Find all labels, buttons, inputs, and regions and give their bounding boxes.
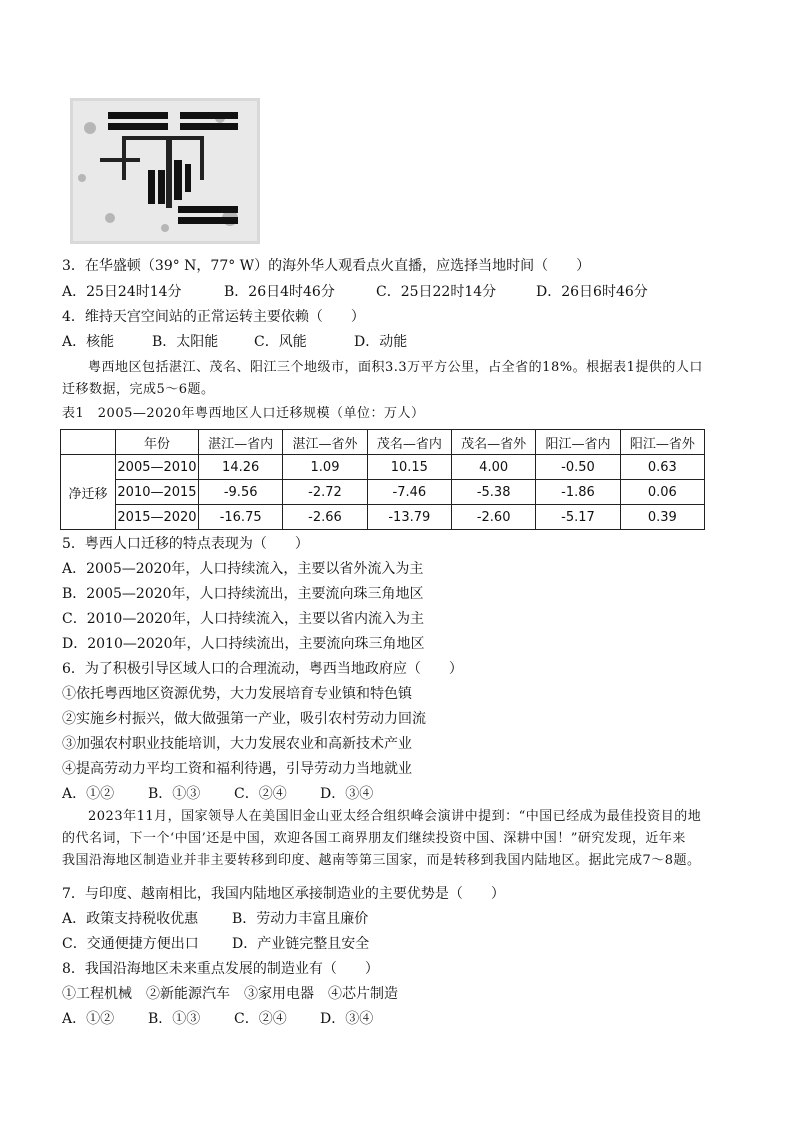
- q3-option-b: B．26日4时46分: [224, 284, 335, 300]
- question-7-options-row-2: [62, 934, 369, 954]
- q6-statement: ①依托粤西地区资源优势，大力发展培育专业镇和特色镇: [62, 686, 412, 702]
- col-maoming-out: 茂名—省外: [451, 430, 535, 455]
- question-7-options-row-1: [62, 909, 368, 929]
- q4-option-d: D．动能: [354, 334, 408, 350]
- q5-option-a: A．2005—2020年，人口持续流入，主要以省外流入为主: [62, 561, 424, 577]
- space-station-image: [70, 98, 260, 244]
- value-cell: -1.86: [536, 480, 620, 505]
- period-cell: 2005—2010: [116, 455, 199, 480]
- table-row: [61, 505, 705, 530]
- q6-statement: ③加强农村职业技能培训，大力发展农业和高新技术产业: [62, 736, 412, 752]
- value-cell: -7.46: [367, 480, 451, 505]
- value-cell: -5.38: [451, 480, 535, 505]
- q5-option-d: D．2010—2020年，人口持续流出，主要流向珠三角地区: [62, 636, 425, 652]
- period-cell: 2010—2015: [116, 480, 199, 505]
- table-row: [61, 480, 705, 505]
- period-cell: 2015—2020: [116, 505, 199, 530]
- q6-option-b: B．①③: [148, 786, 201, 802]
- q6-option-c: C．②④: [234, 786, 287, 802]
- q6-statement: ②实施乡村振兴，做大做强第一产业，吸引农村劳动力回流: [62, 711, 426, 727]
- q7-option-a: A．政策支持税收优惠: [62, 911, 199, 927]
- value-cell: -0.50: [536, 455, 620, 480]
- q8-option-d: D．③④: [320, 1011, 374, 1027]
- value-cell: 4.00: [451, 455, 535, 480]
- question-6-options: [62, 784, 373, 804]
- q4-option-c: C．风能: [254, 334, 307, 350]
- value-cell: -2.60: [451, 505, 535, 530]
- q6-option-a: A．①②: [62, 786, 115, 802]
- q3-option-d: D．26日6时46分: [536, 284, 648, 300]
- col-zhanjiang-out: 湛江—省外: [283, 430, 367, 455]
- q8-statements: ①工程机械 ②新能源汽车 ③家用电器 ④芯片制造: [62, 986, 398, 1002]
- q8-option-a: A．①②: [62, 1011, 115, 1027]
- passage-1-line-2: 迁移数据，完成5～6题。: [62, 382, 215, 397]
- question-3-options: [62, 282, 648, 302]
- question-6-stem: 6．为了积极引导区域人口的合理流动，粤西当地政府应（ ）: [62, 661, 463, 677]
- passage-2-line-3: 我国沿海地区制造业并非主要转移到印度、越南等第三国家，而是转移到我国内陆地区。据此完成7～8题。: [62, 853, 701, 868]
- question-8-options: [62, 1009, 373, 1029]
- col-yangjiang-in: 阳江—省内: [536, 430, 620, 455]
- q3-option-a: A．25日24时14分: [62, 284, 182, 300]
- q4-option-a: A．核能: [62, 334, 115, 350]
- value-cell: 1.09: [283, 455, 367, 480]
- q5-option-b: B．2005—2020年，人口持续流出，主要流向珠三角地区: [62, 586, 424, 602]
- value-cell: 0.39: [620, 505, 704, 530]
- q3-option-c: C．25日22时14分: [376, 284, 497, 300]
- q8-option-b: B．①③: [148, 1011, 201, 1027]
- migration-table: [60, 429, 705, 530]
- row-group-net-migration: 净迁移: [61, 455, 116, 530]
- q7-option-b: B．劳动力丰富且廉价: [232, 911, 369, 927]
- value-cell: -2.72: [283, 480, 367, 505]
- table-1-caption: 表1 2005—2020年粤西地区人口迁移规模（单位：万人）: [62, 406, 425, 421]
- table-row: [61, 455, 705, 480]
- col-yangjiang-out: 阳江—省外: [620, 430, 704, 455]
- value-cell: -16.75: [199, 505, 283, 530]
- table-corner-cell: [61, 430, 116, 455]
- question-8-stem: 8．我国沿海地区未来重点发展的制造业有（ ）: [62, 961, 379, 977]
- value-cell: 0.06: [620, 480, 704, 505]
- q6-option-d: D．③④: [320, 786, 374, 802]
- question-4-stem: 4．维持天宫空间站的正常运转主要依赖（ ）: [62, 309, 365, 325]
- question-7-stem: 7．与印度、越南相比，我国内陆地区承接制造业的主要优势是（ ）: [62, 886, 505, 902]
- table-header-row: [61, 430, 705, 455]
- passage-guangdong-west: [62, 357, 732, 401]
- q4-option-b: B．太阳能: [152, 334, 219, 350]
- value-cell: 14.26: [199, 455, 283, 480]
- q5-option-c: C．2010—2020年，人口持续流入，主要以省内流入为主: [62, 611, 424, 627]
- passage-2-line-1: 2023年11月，国家领导人在美国旧金山亚太经合组织峰会演讲中提到：“中国已经成为最佳投资目的地: [88, 809, 702, 824]
- value-cell: -2.66: [283, 505, 367, 530]
- value-cell: -13.79: [367, 505, 451, 530]
- q7-option-c: C．交通便捷方便出口: [62, 936, 199, 952]
- question-3-stem: 3．在华盛顿（39° N，77° W）的海外华人观看点火直播，应选择当地时间（ ）: [62, 258, 591, 274]
- col-maoming-in: 茂名—省内: [367, 430, 451, 455]
- passage-1-line-1: 粤西地区包括湛江、茂名、阳江三个地级市，面积3.3万平方公里，占全省的18%。根据表1提供的人口: [88, 360, 703, 375]
- value-cell: -5.17: [536, 505, 620, 530]
- passage-2-line-2: 的代名词，下一个‘中国’还是中国，欢迎各国工商界朋友们继续投资中国、深耕中国！”研究发现，近年来: [62, 831, 686, 846]
- year-header: 年份: [116, 430, 199, 455]
- value-cell: 10.15: [367, 455, 451, 480]
- passage-manufacturing: [62, 806, 732, 872]
- question-4-options: [62, 332, 407, 352]
- q6-statement: ④提高劳动力平均工资和福利待遇，引导劳动力当地就业: [62, 761, 412, 777]
- value-cell: -9.56: [199, 480, 283, 505]
- col-zhanjiang-in: 湛江—省内: [199, 430, 283, 455]
- value-cell: 0.63: [620, 455, 704, 480]
- question-5-stem: 5．粤西人口迁移的特点表现为（ ）: [62, 536, 309, 552]
- q7-option-d: D．产业链完整且安全: [232, 936, 370, 952]
- q8-option-c: C．②④: [234, 1011, 287, 1027]
